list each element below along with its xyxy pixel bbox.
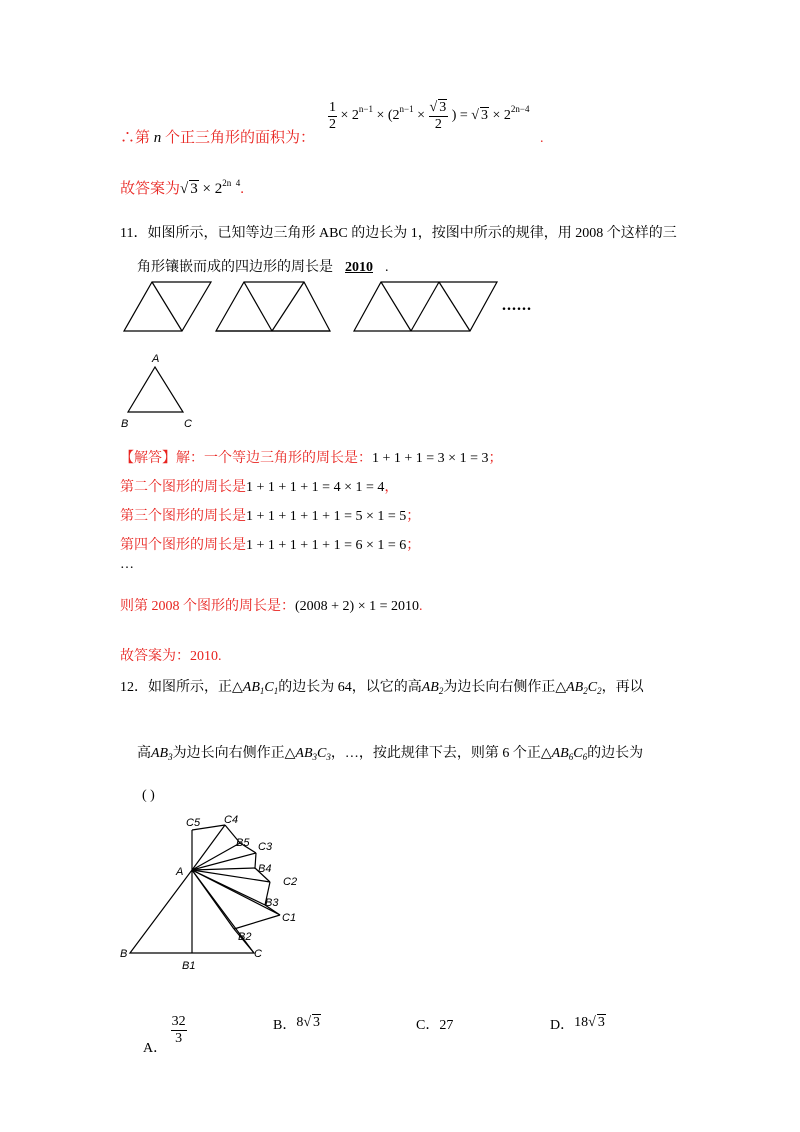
- q11-solution-answer: 故答案为：2010.: [120, 649, 222, 664]
- option-a-fraction: $\frac{32}{3}$: [171, 1014, 186, 1047]
- area-formula: $\frac{1}{2}$ × $2^{n-1} \times (2^{n-1}$ × $\frac{√ 3}{2}$ ) = √ $3 \times 2^{2n-4}$: [329, 99, 530, 133]
- label-a: A: [152, 353, 160, 365]
- area-label: ∴第 n 个正三角形的面积为：: [120, 130, 316, 146]
- label-b1: B1: [182, 960, 196, 972]
- q11-solution-intro: 【解答】解：一个等边三角形的周长是：1 + 1 + 1 = 3 × 1 = 3；: [120, 451, 503, 466]
- q11-answer-blank: 2010: [345, 260, 373, 275]
- q12-text-line2: 高$AB_3$为边长向右侧作正$\triangle AB_3C_3$，…，按此规律下去，则第 6 个正$\triangle AB_6C_6$的边长为: [137, 746, 644, 762]
- q11-dots: ......: [502, 297, 532, 314]
- option-d[interactable]: D．18√ 3: [550, 1015, 605, 1033]
- q11-text-line1: 11．如图所示，已知等边三角形 ABC 的边长为 1，按图中所示的规律，用 2008 个这样的三: [120, 226, 677, 241]
- q11-solution-nth: 则第 2008 个图形的周长是：(2008 + 2) × 1 = 2010.: [120, 599, 423, 614]
- q11-text-line2: 角形镶嵌而成的四边形的周长是 2010 .: [137, 260, 389, 275]
- label-b: B: [120, 948, 128, 960]
- option-b[interactable]: B．8√ 3: [273, 1015, 321, 1033]
- fraction-half: $\frac{1}{2}$: [329, 99, 336, 132]
- q11-solution-ellipsis: …: [120, 557, 134, 572]
- label-b3: B3: [265, 897, 279, 909]
- q11-solution-second: 第二个图形的周长是1 + 1 + 1 + 1 = 4 × 1 = 4，: [120, 480, 399, 495]
- q11-solution-fourth: 第四个图形的周长是1 + 1 + 1 + 1 + 1 = 6 × 1 = 6；: [120, 538, 421, 553]
- area-period: .: [540, 131, 544, 146]
- label-b2: B2: [238, 931, 252, 943]
- option-a[interactable]: A． $\frac{32}{3}$: [143, 1014, 186, 1057]
- label-b: B: [121, 418, 129, 430]
- label-b4: B4: [258, 863, 272, 875]
- label-c2: C2: [283, 876, 298, 888]
- label-c: C: [184, 418, 192, 430]
- q12-text-line1: 12．如图所示，正$\triangle AB_1C_1$的边长为 64，以它的高$AB_2$为边长向右侧作正$\triangle AB_2C_2$，再以: [120, 680, 644, 696]
- option-c[interactable]: C．27: [416, 1018, 454, 1033]
- label-c3: C3: [258, 841, 273, 853]
- label-b5: B5: [236, 837, 250, 849]
- fraction-sqrt3-over-2: $\frac{√ 3}{2}$: [429, 100, 447, 133]
- label-c: C: [254, 948, 262, 960]
- label-c4: C4: [224, 814, 239, 826]
- prev-answer: 故答案为√ $3 \times 2^{2n 4}$.: [120, 178, 244, 197]
- label-a: A: [176, 866, 184, 878]
- label-c1: C1: [282, 912, 297, 924]
- label-c5: C5: [186, 817, 201, 829]
- q12-answer-paren: ( ): [142, 788, 155, 803]
- q11-solution-third: 第三个图形的周长是1 + 1 + 1 + 1 + 1 = 5 × 1 = 5；: [120, 509, 421, 524]
